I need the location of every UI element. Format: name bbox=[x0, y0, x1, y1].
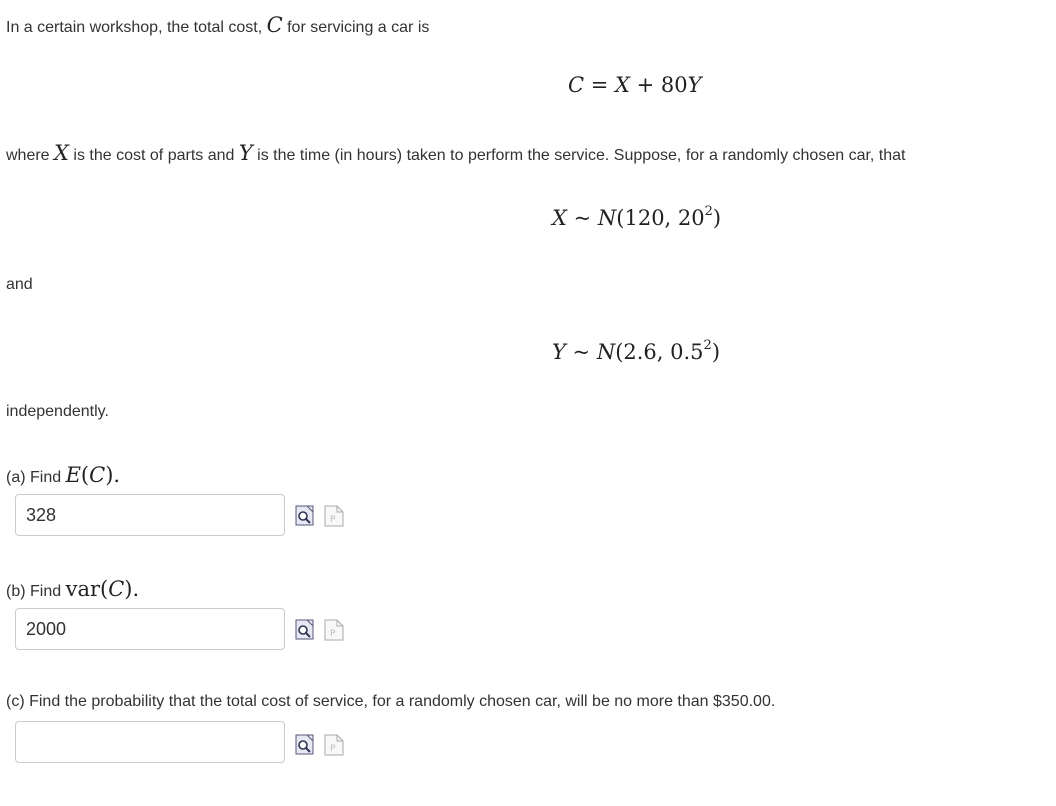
eq-lhs: C bbox=[568, 73, 585, 97]
and-label: and bbox=[6, 276, 33, 293]
part-a-text: (a) Find bbox=[6, 469, 66, 486]
dist-y-params: (2.6, 0.5 bbox=[615, 340, 704, 364]
dist-x-close: ) bbox=[712, 206, 722, 230]
distribution-x bbox=[552, 206, 721, 230]
where-x: X bbox=[54, 141, 69, 165]
where-t1: where bbox=[6, 147, 55, 164]
where-t3: is the time (in hours) taken to perform the service. Suppose, for a randomly chosen car, that bbox=[252, 147, 906, 164]
part-b-func: var bbox=[65, 577, 101, 601]
part-b-open: ( bbox=[100, 577, 109, 601]
part-b-answer-input[interactable] bbox=[15, 608, 285, 650]
part-c-question: (c) Find the probability that the total cost of service, for a randomly chosen car, will be no more than $350.00. bbox=[6, 693, 776, 710]
eq-x: X bbox=[615, 73, 630, 97]
eq-plus: + 80 bbox=[629, 73, 688, 97]
part-b-var: C bbox=[108, 577, 125, 601]
part-b-text: (b) Find bbox=[6, 583, 66, 600]
pdf-icon-glyph: P bbox=[330, 629, 336, 639]
dist-y-n: N bbox=[596, 340, 616, 364]
dist-y-tilde: ~ bbox=[565, 340, 597, 364]
preview-answer-icon[interactable] bbox=[295, 734, 315, 756]
part-b-close: ). bbox=[124, 577, 140, 601]
equation-total-cost bbox=[568, 73, 702, 97]
where-text bbox=[6, 141, 906, 165]
intro-text-after: for servicing a car is bbox=[282, 19, 430, 36]
eq-equals: = bbox=[584, 73, 616, 97]
dist-y-exp: 2 bbox=[703, 338, 712, 353]
pdf-icon-glyph: P bbox=[330, 515, 336, 525]
dist-y-close: ) bbox=[711, 340, 721, 364]
where-y: Y bbox=[238, 141, 253, 165]
part-a-answer-input[interactable] bbox=[15, 494, 285, 536]
dist-x-n: N bbox=[597, 206, 617, 230]
pdf-document-icon[interactable] bbox=[324, 619, 344, 641]
dist-x-tilde: ~ bbox=[566, 206, 598, 230]
intro-text-before: In a certain workshop, the total cost, bbox=[6, 19, 267, 36]
preview-answer-icon[interactable] bbox=[295, 505, 315, 527]
pdf-document-icon[interactable] bbox=[324, 505, 344, 527]
part-a-question bbox=[6, 463, 120, 487]
part-a-var: C bbox=[89, 463, 106, 487]
part-c-answer-input[interactable] bbox=[15, 721, 285, 763]
eq-y: Y bbox=[687, 73, 702, 97]
part-a-open: ( bbox=[80, 463, 90, 487]
part-a-func: E bbox=[65, 463, 81, 487]
pdf-document-icon[interactable] bbox=[324, 734, 344, 756]
dist-x-var: X bbox=[552, 206, 567, 230]
distribution-y bbox=[552, 340, 720, 364]
where-t2: is the cost of parts and bbox=[68, 147, 239, 164]
dist-x-params: (120, 20 bbox=[616, 206, 705, 230]
independently-label: independently. bbox=[6, 403, 109, 420]
intro-text bbox=[6, 13, 429, 37]
part-a-close: ). bbox=[105, 463, 121, 487]
preview-answer-icon[interactable] bbox=[295, 619, 315, 641]
pdf-icon-glyph: P bbox=[330, 744, 336, 754]
part-b-question bbox=[6, 577, 139, 601]
dist-x-exp: 2 bbox=[704, 204, 713, 219]
dist-y-var: Y bbox=[552, 340, 566, 364]
math-var-c: C bbox=[266, 13, 283, 37]
